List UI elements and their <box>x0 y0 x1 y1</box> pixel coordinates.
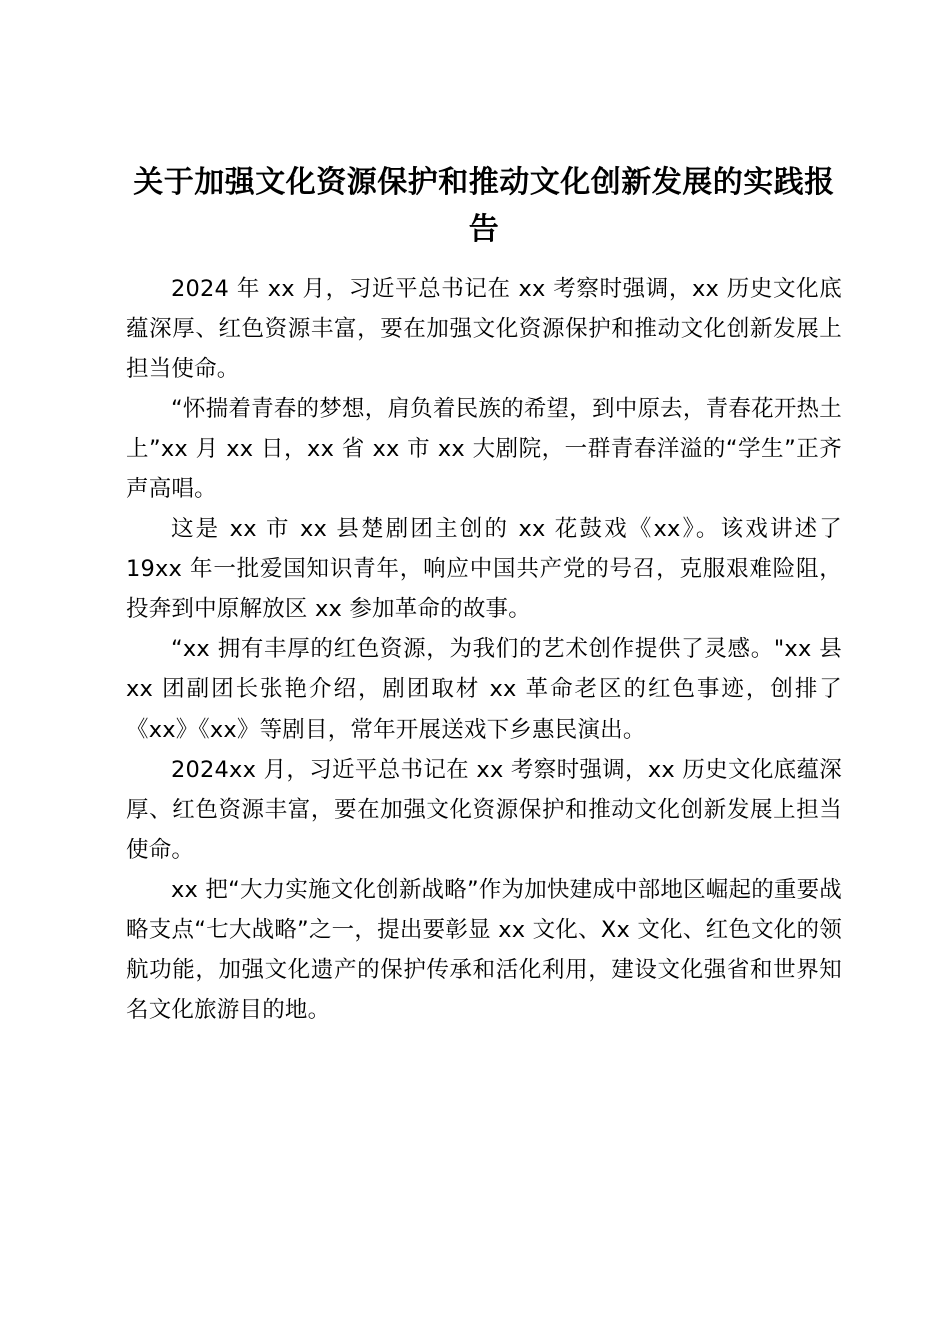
paragraph: “xx 拥有丰厚的红色资源，为我们的艺术创作提供了灵感。"xx 县 xx 团副团长张艳介绍，剧团取材 xx 革命老区的红色事迹，创排了《xx》《xx》等剧目，常年开展送戏下乡惠民演出。 <box>126 636 842 743</box>
document-body <box>126 269 842 1030</box>
paragraph: 2024xx 月，习近平总书记在 xx 考察时强调，xx 历史文化底蕴深厚、红色资源丰富，要在加强文化资源保护和推动文化创新发展上担当使命。 <box>126 756 842 863</box>
paragraph: “怀揣着青春的梦想，肩负着民族的希望，到中原去，青春花开热土上”xx 月 xx 日，xx 省 xx 市 xx 大剧院，一群青春洋溢的“学生”正齐声高唱。 <box>126 396 842 503</box>
paragraph: xx 把“大力实施文化创新战略”作为加快建成中部地区崛起的重要战略支点“七大战略”之一，提出要彰显 xx 文化、Xx 文化、红色文化的领航功能，加强文化遗产的保护传承和活化利用，建设文化强省和世界知名文化旅游目的地。 <box>126 876 842 1023</box>
paragraph: 这是 xx 市 xx 县楚剧团主创的 xx 花鼓戏《xx》。该戏讲述了 19xx 年一批爱国知识青年，响应中国共产党的号召，克服艰难险阻，投奔到中原解放区 xx 参加革命的故事。 <box>126 516 842 623</box>
page-title: 关于加强文化资源保护和推动文化创新发展的实践报告 <box>133 165 835 247</box>
paragraph: 2024 年 xx 月，习近平总书记在 xx 考察时强调，xx 历史文化底蕴深厚、红色资源丰富，要在加强文化资源保护和推动文化创新发展上担当使命。 <box>126 276 842 383</box>
